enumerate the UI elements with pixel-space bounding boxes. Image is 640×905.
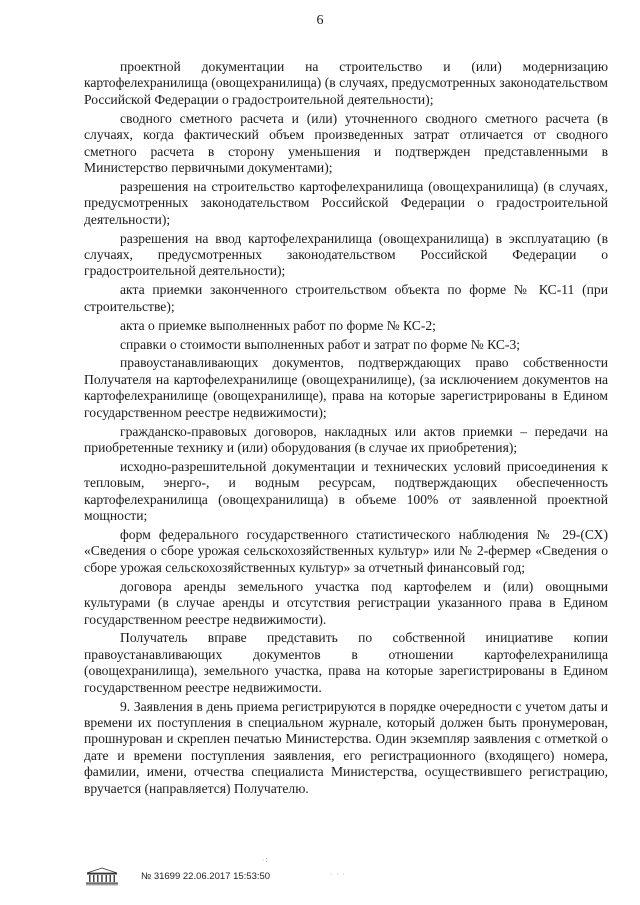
document-body (84, 59, 608, 799)
paragraph: справки о стоимости выполненных работ и затрат по форме № КС-3; (120, 336, 521, 352)
paragraph: разрешения на ввод картофелехранилища (овощехранилища) в эксплуатацию (в случаях, предусмотренных законодательством Российской Федерации о градостроительной деятельности); (84, 230, 608, 279)
paragraph: акта о приемке выполненных работ по форме № КС-2; (120, 317, 436, 333)
page-number: 6 (316, 13, 324, 28)
paragraph: сводного сметного расчета и (или) уточненного сводного сметного расчета (в случаях, когда фактический объем произведенных затрат отличается от сводного сметного расчета в сторону уменьшения и подтвержден представленными в Министерство первичными документами); (84, 110, 608, 175)
paragraph: форм федерального государственного статистического наблюдения № 29-(СХ) «Сведения о сборе урожая сельскохозяйственных культур» или № 2-фермер «Сведения о сборе урожая сельскохозяйственных культур» за отчетный финансовый год; (84, 526, 608, 575)
paragraph: проектной документации на строительство и (или) модернизацию картофелехранилища (овощехранилища) (в случаях, предусмотренных законодательством Российской Федерации о градостроительной деятельности); (84, 59, 608, 107)
scan-speck: · · · (330, 871, 346, 878)
paragraph: правоустанавливающих документов, подтверждающих право собственности Получателя на картофелехранилище (овощехранилище), (за исключением документов на картофелехранилище (овощехранилище), права на которые зарегистрированы в Едином государственном реестре недвижимости); (84, 355, 608, 420)
paragraph: Получатель вправе представить по собственной инициативе копии правоустанавливающих документов в отношении картофелехранилища (овощехранилища), земельного участка, права на которые зарегистрированы в Едином государственном реестре недвижимости. (84, 630, 608, 695)
paragraph: разрешения на строительство картофелехранилища (овощехранилища) (в случаях, предусмотренных законодательством Российской Федерации о градостроительной деятельности); (84, 178, 608, 227)
paragraph: гражданско-правовых договоров, накладных или актов приемки – передачи на приобретенные технику и (или) оборудования (в случае их приобретения); (84, 423, 608, 455)
paragraph: 9. Заявления в день приема регистрируются в порядке очередности с учетом даты и времени их поступления в специальном журнале, который должен быть пронумерован, прошнурован и скреплен печатью Министерства. Один экземпляр заявления с отметкой о дате и времени поступления заявления, его регистрационного (входящего) номера, фамилии, имени, отчества специалиста Министерства, осуществившего регистрацию, вручается (направляется) Получателю. (84, 698, 608, 796)
government-building-icon (85, 867, 119, 886)
registration-stamp: № 31699 22.06.2017 15:53:50 (141, 871, 271, 882)
paragraph: акта приемки законченного строительством объекта по форме № КС-11 (при строительстве); (84, 282, 608, 314)
paragraph: договора аренды земельного участка под картофелем и (или) овощными культурами (в случае аренды и отсутствия регистрации указанного права в Едином государственном реестре недвижимости). (84, 578, 608, 627)
scan-speck: ·: (262, 857, 269, 864)
paragraph: исходно-разрешительной документации и технических условий присоединения к тепловым, энерго-, и водным ресурсам, подтверждающих обеспеченность картофелехранилища (овощехранилища) в объеме 100% от заявленной проектной мощности; (84, 458, 608, 524)
